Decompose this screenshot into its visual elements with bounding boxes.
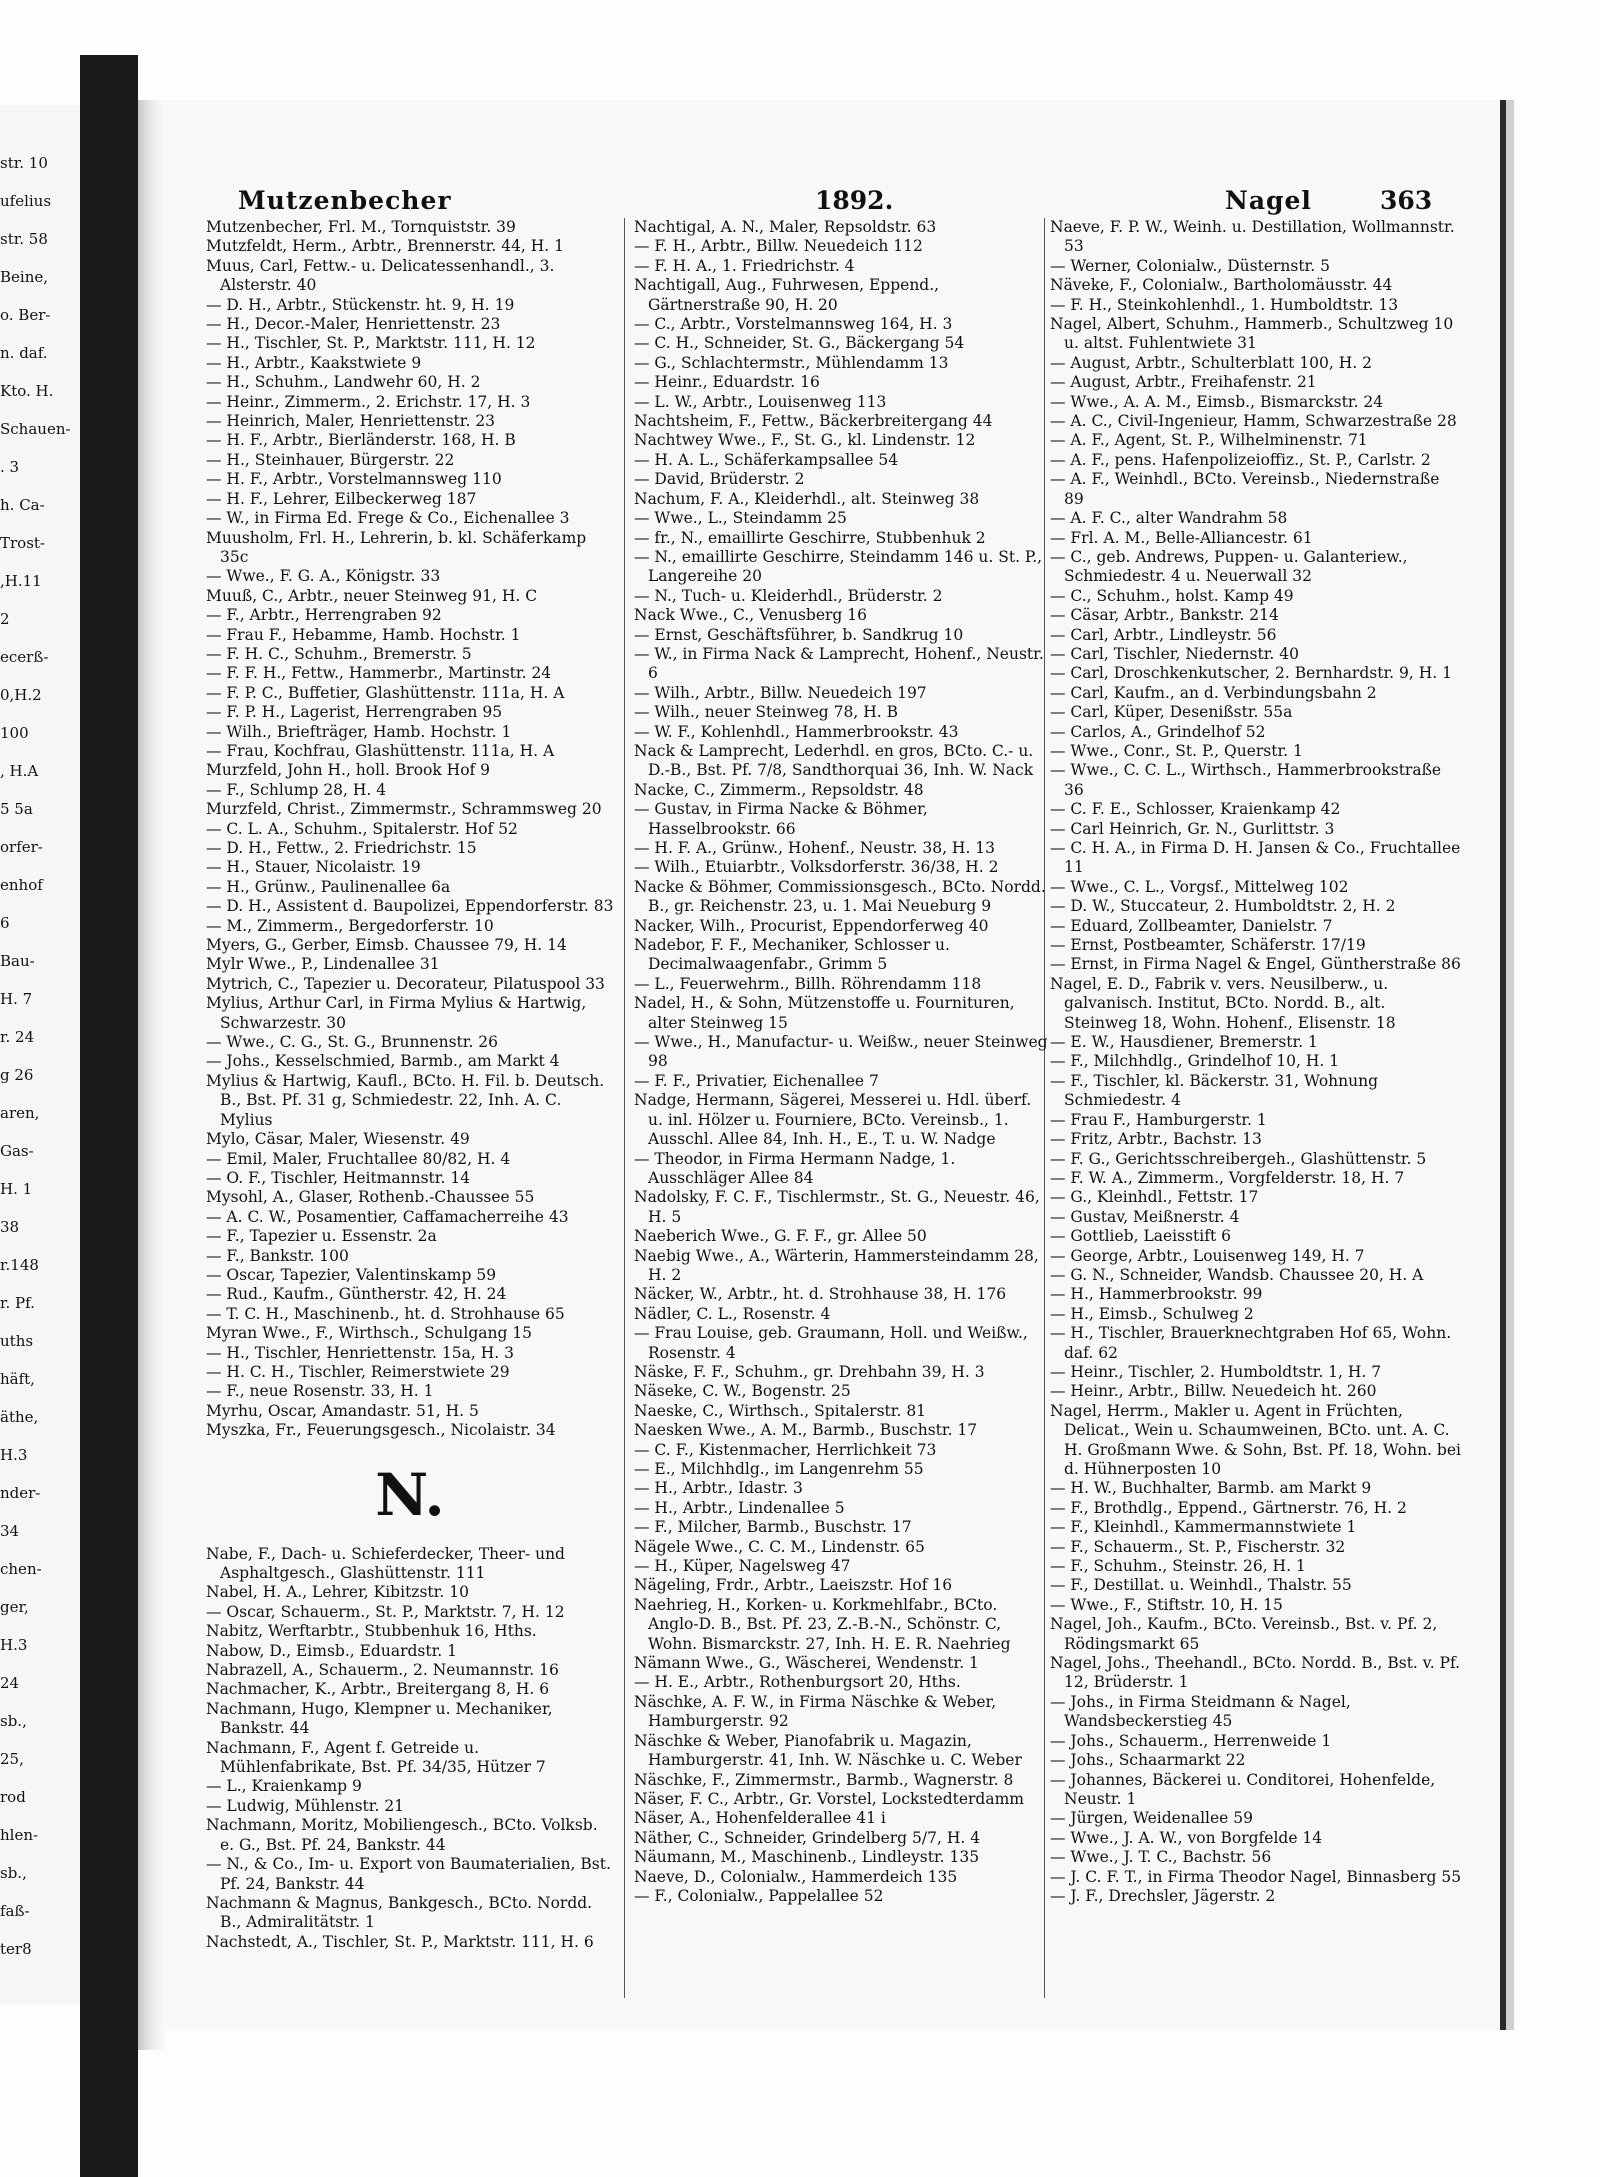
directory-entry: — A. C., Civil-Ingenieur, Hamm, Schwarzestraße 28 [1050, 412, 1457, 431]
directory-entry: Murzfeld, Christ., Zimmermstr., Schrammsweg 20 [206, 800, 602, 819]
directory-entry: Näser, F. C., Arbtr., Gr. Vorstel, Lockstedterdamm [634, 1789, 1024, 1808]
directory-entry: — A. F., Agent, St. P., Wilhelminenstr. 71 [1050, 431, 1368, 450]
directory-entry: — F., Schauerm., St. P., Fischerstr. 32 [1050, 1537, 1346, 1556]
left-page-fragment: ,H.11 [0, 572, 42, 590]
directory-entry: Muus, Carl, Fettw.- u. Delicatessenhandl., 3. Alsterstr. 40 [206, 256, 555, 295]
directory-entry: — E. W., Hausdiener, Bremerstr. 1 [1050, 1033, 1318, 1052]
directory-entry: Myers, G., Gerber, Eimsb. Chaussee 79, H. 14 [206, 936, 567, 955]
running-header [0, 186, 1600, 216]
left-page-fragment: Bau- [0, 952, 35, 970]
directory-entry: Nädler, C. L., Rosenstr. 4 [634, 1304, 831, 1323]
directory-entry: — fr., N., emaillirte Geschirre, Stubbenhuk 2 [634, 528, 986, 547]
directory-entry: — Heinrich, Maler, Henriettenstr. 23 [206, 412, 496, 431]
directory-entry: — T. C. H., Maschinenb., ht. d. Strohhause 65 [206, 1304, 565, 1323]
directory-entry: — H., Stauer, Nicolaistr. 19 [206, 858, 421, 877]
directory-entry: Näser, A., Hohenfelderallee 41 i [634, 1809, 886, 1828]
directory-entry: — David, Brüderstr. 2 [634, 470, 805, 489]
directory-entry: — Johs., Schauerm., Herrenweide 1 [1050, 1731, 1332, 1750]
directory-entry: Mylo, Cäsar, Maler, Wiesenstr. 49 [206, 1130, 470, 1149]
directory-entry: Naebig Wwe., A., Wärterin, Hammersteindamm 28, H. 2 [634, 1246, 1039, 1284]
directory-entry: — N., emaillirte Geschirre, Steindamm 146 u. St. P., Langereihe 20 [634, 547, 1043, 586]
left-page-fragment: häft, [0, 1370, 35, 1388]
directory-entry: — Carl, Kaufm., an d. Verbindungsbahn 2 [1050, 683, 1377, 702]
directory-entry: — Wwe., L., Steindamm 25 [634, 509, 847, 528]
directory-entry: Nachum, F. A., Kleiderhdl., alt. Steinweg 38 [634, 489, 980, 508]
directory-entry: — M., Zimmerm., Bergedorferstr. 10 [206, 916, 494, 935]
directory-entry: Nadebor, F. F., Mechaniker, Schlosser u. Decimalwaagenfabr., Grimm 5 [634, 936, 950, 974]
directory-entry: Nabe, F., Dach- u. Schieferdecker, Theer- und Asphaltgesch., Glashüttenstr. 111 [206, 1544, 565, 1582]
directory-entry: Myszka, Fr., Feuerungsgesch., Nicolaistr. 34 [206, 1421, 556, 1440]
directory-entry: — H., Steinhauer, Bürgerstr. 22 [206, 450, 455, 469]
directory-entry: — F., Schlump 28, H. 4 [206, 780, 387, 799]
directory-entry: — W., in Firma Ed. Frege & Co., Eichenallee 3 [206, 509, 570, 528]
directory-entry: — Cäsar, Arbtr., Bankstr. 214 [1050, 606, 1279, 625]
directory-entry: — H., Tischler, Brauerknechtgraben Hof 65, Wohn. daf. 62 [1050, 1324, 1452, 1362]
directory-entry: — G. N., Schneider, Wandsb. Chaussee 20, H. A [1050, 1265, 1424, 1284]
left-page-fragment: Kto. H. [0, 382, 54, 400]
running-head-left: Mutzenbecher [238, 186, 452, 215]
directory-entry: — Werner, Colonialw., Düsternstr. 5 [1050, 256, 1330, 275]
left-page-fragment: ger, [0, 1598, 29, 1616]
left-page-fragment: sb., [0, 1864, 27, 1882]
directory-entry: Näveke, F., Colonialw., Bartholomäusstr. 44 [1050, 276, 1393, 295]
directory-entry: — Rud., Kaufm., Güntherstr. 42, H. 24 [206, 1285, 507, 1304]
directory-entry: — A. F., pens. Hafenpolizeioffiz., St. P., Carlstr. 2 [1050, 450, 1431, 469]
directory-entry: — George, Arbtr., Louisenweg 149, H. 7 [1050, 1246, 1365, 1265]
directory-entry: — Oscar, Schauerm., St. P., Marktstr. 7, H. 12 [206, 1602, 565, 1621]
directory-entry: Näcker, W., Arbtr., ht. d. Strohhause 38, H. 176 [634, 1285, 1007, 1304]
directory-entry: — F. H. C., Schuhm., Bremerstr. 5 [206, 644, 472, 663]
directory-entry: — H. C. H., Tischler, Reimerstwiete 29 [206, 1362, 510, 1381]
directory-entry: Naehrieg, H., Korken- u. Korkmehlfabr., BCto. Anglo-D. B., Bst. Pf. 23, Z.-B.-N., Schönstr. C, Wohn. Bismarckstr. 27, Inh. H. E. R. Naehrieg [634, 1595, 1011, 1653]
left-page-fragment: sb., [0, 1712, 27, 1730]
directory-entry: — Ernst, Postbeamter, Schäferstr. 17/19 [1050, 936, 1366, 955]
directory-entry: — A. F. C., alter Wandrahm 58 [1050, 509, 1288, 528]
directory-entry: Nachmann, F., Agent f. Getreide u. Mühlenfabrikate, Bst. Pf. 34/35, Hützer 7 [206, 1738, 546, 1777]
directory-entry: Nack Wwe., C., Venusberg 16 [634, 606, 867, 625]
directory-entry: Nagel, Herrm., Makler u. Agent in Früchten, Delicat., Wein u. Schaumweinen, BCto. unt. A. C. H. Großmann Wwe. & Sohn, Bst. Pf. 18, Wohn. bei d. Hühnerposten 10 [1050, 1401, 1461, 1478]
directory-entry: Nägele Wwe., C. C. M., Lindenstr. 65 [634, 1537, 925, 1556]
directory-entry: — F., Arbtr., Herrengraben 92 [206, 606, 442, 625]
directory-entry: — H., Küper, Nagelsweg 47 [634, 1557, 851, 1576]
directory-entry: Nachtigall, Aug., Fuhrwesen, Eppend., Gärtnerstraße 90, H. 20 [634, 276, 940, 314]
directory-entry: Nabitz, Werftarbtr., Stubbenhuk 16, Hths. [206, 1622, 537, 1641]
directory-entry: — H. F., Arbtr., Bierländerstr. 168, H. B [206, 431, 516, 450]
directory-entry: Nabow, D., Eimsb., Eduardstr. 1 [206, 1641, 458, 1660]
directory-entry: — Frau, Kochfrau, Glashüttenstr. 111a, H. A [206, 741, 555, 760]
directory-entry: — Theodor, in Firma Hermann Nadge, 1. Ausschläger Allee 84 [634, 1149, 956, 1187]
directory-entry: — H., Grünw., Paulinenallee 6a [206, 877, 451, 896]
directory-entry: Mutzenbecher, Frl. M., Tornquiststr. 39 [206, 218, 516, 236]
directory-entry: — C. H. A., in Firma D. H. Jansen & Co., Fruchtallee 11 [1050, 839, 1461, 877]
page-gutter [138, 100, 166, 2050]
directory-entry: — H. W., Buchhalter, Barmb. am Markt 9 [1050, 1479, 1372, 1498]
book-binding-shadow [80, 55, 138, 2177]
directory-entry: — Carl, Droschkenkutscher, 2. Bernhardstr. 9, H. 1 [1050, 664, 1452, 683]
directory-entry: Nägeling, Frdr., Arbtr., Laeiszstr. Hof 16 [634, 1576, 953, 1595]
directory-entry: — August, Arbtr., Freihafenstr. 21 [1050, 373, 1317, 392]
left-page-fragment: ter8 [0, 1940, 32, 1958]
left-page-fragment: 5 5a [0, 800, 33, 818]
directory-entry: Mysohl, A., Glaser, Rothenb.-Chaussee 55 [206, 1188, 535, 1207]
directory-entry: — Fritz, Arbtr., Bachstr. 13 [1050, 1130, 1262, 1149]
left-page-fragment: ufelius [0, 192, 52, 210]
directory-entry: — Wilh., Etuiarbtr., Volksdorferstr. 36/38, H. 2 [634, 858, 999, 877]
directory-entry: — G., Kleinhdl., Fettstr. 17 [1050, 1188, 1259, 1207]
directory-entry: — J. C. F. T., in Firma Theodor Nagel, Binnasberg 55 [1050, 1867, 1462, 1886]
left-page-fragment: Gas- [0, 1142, 34, 1160]
directory-entry: — Johannes, Bäckerei u. Conditorei, Hohenfelde, Neustr. 1 [1050, 1770, 1436, 1808]
left-page-fragment: 24 [0, 1674, 20, 1692]
directory-entry: — N., Tuch- u. Kleiderhdl., Brüderstr. 2 [634, 586, 943, 605]
directory-entry: Nachstedt, A., Tischler, St. P., Marktstr. 111, H. 6 [206, 1932, 594, 1951]
directory-entry: Mylr Wwe., P., Lindenallee 31 [206, 955, 440, 974]
directory-entry: — F. P. H., Lagerist, Herrengraben 95 [206, 703, 503, 722]
directory-entry: Nagel, Johs., Theehandl., BCto. Nordd. B., Bst. v. Pf. 12, Brüderstr. 1 [1050, 1654, 1461, 1692]
directory-entry: — W., in Firma Nack & Lamprecht, Hohenf., Neustr. 6 [634, 644, 1044, 683]
directory-entry: — Eduard, Zollbeamter, Danielstr. 7 [1050, 916, 1333, 935]
left-page-fragment: str. 10 [0, 154, 48, 172]
directory-entry: Naeberich Wwe., G. F. F., gr. Allee 50 [634, 1227, 927, 1246]
directory-entry: — A. F., Weinhdl., BCto. Vereinsb., Niedernstraße 89 [1050, 470, 1440, 508]
left-page-fragment: r. 24 [0, 1028, 35, 1046]
directory-entry: — Wwe., J. A. W., von Borgfelde 14 [1050, 1828, 1323, 1847]
directory-entry: — Gustav, Meißnerstr. 4 [1050, 1207, 1240, 1226]
directory-entry: — Wwe., H., Manufactur- u. Weißw., neuer Steinweg 98 [634, 1033, 1048, 1071]
directory-entry: — Wwe., Conr., St. P., Querstr. 1 [1050, 741, 1303, 760]
directory-entry: — Frau F., Hebamme, Hamb. Hochstr. 1 [206, 625, 521, 644]
left-page-fragment: H. 7 [0, 990, 33, 1008]
directory-entry: — F., neue Rosenstr. 33, H. 1 [206, 1382, 434, 1401]
left-page-fragment: faß- [0, 1902, 30, 1920]
left-page-fragment: h. Ca- [0, 496, 45, 514]
directory-entry: — H., Eimsb., Schulweg 2 [1050, 1304, 1254, 1323]
left-page-fragment: o. Ber- [0, 306, 51, 324]
directory-entry: Nagel, Albert, Schuhm., Hammerb., Schultzweg 10 u. altst. Fuhlentwiete 31 [1050, 315, 1454, 353]
directory-entry: Murzfeld, John H., holl. Brook Hof 9 [206, 761, 491, 780]
directory-entry: Naeske, C., Wirthsch., Spitalerstr. 81 [634, 1401, 927, 1420]
directory-entry: Mytrich, C., Tapezier u. Decorateur, Pilatuspool 33 [206, 974, 605, 993]
directory-entry: Nachtwey Wwe., F., St. G., kl. Lindenstr. 12 [634, 431, 976, 450]
directory-entry: — Carlos, A., Grindelhof 52 [1050, 722, 1266, 741]
left-page-fragment: 100 [0, 724, 29, 742]
directory-entry: — Jürgen, Weidenallee 59 [1050, 1809, 1253, 1828]
directory-entry: — C. H., Schneider, St. G., Bäckergang 54 [634, 334, 965, 353]
left-page-fragment: Schauen- [0, 420, 71, 438]
directory-entry: — Ludwig, Mühlenstr. 21 [206, 1796, 405, 1815]
directory-entry: — C., geb. Andrews, Puppen- u. Galanteriew., Schmiedestr. 4 u. Neuerwall 32 [1050, 547, 1408, 586]
directory-entry: Nachmann & Magnus, Bankgesch., BCto. Nordd. B., Admiralitätstr. 1 [206, 1893, 593, 1932]
left-page-fragment: 25, [0, 1750, 24, 1768]
left-page-fragment: enhof [0, 876, 43, 894]
directory-entry: Mylius, Arthur Carl, in Firma Mylius & Hartwig, Schwarzestr. 30 [206, 994, 587, 1032]
directory-entry: — Ernst, Geschäftsführer, b. Sandkrug 10 [634, 625, 964, 644]
running-head-year: 1892. [815, 186, 894, 215]
directory-entry: — F. F., Privatier, Eichenallee 7 [634, 1071, 879, 1090]
directory-entry: — L. W., Arbtr., Louisenweg 113 [634, 392, 887, 411]
directory-entry: — H., Arbtr., Idastr. 3 [634, 1479, 803, 1498]
directory-entry: Muuß, C., Arbtr., neuer Steinweg 91, H. C [206, 586, 538, 605]
directory-entry: — G., Schlachtermstr., Mühlendamm 13 [634, 353, 949, 372]
directory-entry: Näumann, M., Maschinenb., Lindleystr. 135 [634, 1848, 980, 1867]
directory-entry: — Wwe., F. G. A., Königstr. 33 [206, 567, 441, 586]
directory-entry: — D. W., Stuccateur, 2. Humboldtstr. 2, H. 2 [1050, 897, 1396, 916]
directory-entry: — F. H. A., 1. Friedrichstr. 4 [634, 256, 855, 275]
directory-entry: — F., Milchhdlg., Grindelhof 10, H. 1 [1050, 1052, 1340, 1071]
directory-entry: — Wwe., C. C. L., Wirthsch., Hammerbrookstraße 36 [1050, 761, 1442, 799]
directory-entry: — Heinr., Arbtr., Billw. Neuedeich ht. 260 [1050, 1382, 1377, 1401]
directory-entry: — Heinr., Tischler, 2. Humboldtstr. 1, H. 7 [1050, 1362, 1382, 1381]
directory-entry: — Gottlieb, Laeisstift 6 [1050, 1227, 1231, 1246]
directory-entry: Nachmann, Moritz, Mobiliengesch., BCto. Volksb. e. G., Bst. Pf. 24, Bankstr. 44 [206, 1816, 598, 1854]
directory-entry: — Carl, Küper, Desenißstr. 55a [1050, 703, 1293, 722]
directory-entry: Naesken Wwe., A. M., Barmb., Buschstr. 17 [634, 1421, 978, 1440]
directory-entry: — C., Arbtr., Vorstelmannsweg 164, H. 3 [634, 315, 953, 334]
directory-entry: Näske, F. F., Schuhm., gr. Drehbahn 39, H. 3 [634, 1362, 985, 1381]
directory-entry: Mutzfeldt, Herm., Arbtr., Brennerstr. 44, H. 1 [206, 237, 565, 256]
left-page-fragment: aren, [0, 1104, 40, 1122]
left-page-fragment: uths [0, 1332, 34, 1350]
directory-entry: — F. P. C., Buffetier, Glashüttenstr. 111a, H. A [206, 683, 565, 702]
directory-entry: Näschke, F., Zimmermstr., Barmb., Wagnerstr. 8 [634, 1770, 1014, 1789]
directory-entry: — F., Kleinhdl., Kammermannstwiete 1 [1050, 1518, 1357, 1537]
directory-entry: — H. F., Arbtr., Vorstelmannsweg 110 [206, 470, 502, 489]
directory-entry: — A. C. W., Posamentier, Caffamacherreihe 43 [206, 1207, 569, 1226]
left-page-fragment: äthe, [0, 1408, 39, 1426]
left-page-fragment: r.148 [0, 1256, 39, 1274]
directory-entry: — F. G., Gerichtsschreibergeh., Glashüttenstr. 5 [1050, 1149, 1427, 1168]
directory-entry: — F., Tapezier u. Essenstr. 2a [206, 1227, 437, 1246]
directory-entry: — F., Destillat. u. Weinhdl., Thalstr. 55 [1050, 1576, 1352, 1595]
left-page-fragment: hlen- [0, 1826, 39, 1844]
directory-entry: Nagel, E. D., Fabrik v. vers. Neusilberw., u. galvanisch. Institut, BCto. Nordd. B., alt. Steinweg 18, Wohn. Hohenf., Elisenstr. 18 [1050, 974, 1396, 1032]
directory-entry: — F., Brothdlg., Eppend., Gärtnerstr. 76, H. 2 [1050, 1498, 1407, 1517]
column-rule [624, 218, 625, 1998]
directory-entry: — Frau Louise, geb. Graumann, Holl. und Weißw., Rosenstr. 4 [634, 1324, 1028, 1362]
directory-entry: Nabel, H. A., Lehrer, Kibitzstr. 10 [206, 1583, 469, 1602]
directory-entry: — D. H., Fettw., 2. Friedrichstr. 15 [206, 839, 477, 857]
left-page-fragment: 6 [0, 914, 10, 932]
directory-entry: — H., Decor.-Maler, Henriettenstr. 23 [206, 315, 501, 334]
directory-entry: — Carl, Arbtr., Lindleystr. 56 [1050, 625, 1277, 644]
directory-entry: Myrhu, Oscar, Amandastr. 51, H. 5 [206, 1401, 479, 1420]
left-page-fragment: H. 1 [0, 1180, 33, 1198]
directory-entry: — F., Schuhm., Steinstr. 26, H. 1 [1050, 1557, 1306, 1576]
page-number: 363 [1380, 186, 1433, 215]
directory-entry: — Johs., Kesselschmied, Barmb., am Markt 4 [206, 1052, 560, 1071]
left-page-fragment: . 3 [0, 458, 20, 476]
directory-entry: — H., Arbtr., Kaakstwiete 9 [206, 353, 422, 372]
directory-entry: Nämann Wwe., G., Wäscherei, Wendenstr. 1 [634, 1654, 979, 1673]
directory-entry: — Heinr., Eduardstr. 16 [634, 373, 820, 392]
directory-entry: — H. F., Lehrer, Eilbeckerweg 187 [206, 489, 477, 508]
directory-entry: — F., Colonialw., Pappelallee 52 [634, 1886, 884, 1905]
directory-entry: — W. F., Kohlenhdl., Hammerbrookstr. 43 [634, 722, 959, 741]
directory-entry: — D. H., Assistent d. Baupolizei, Eppendorferstr. 83 [206, 897, 614, 916]
directory-entry: — H., Hammerbrookstr. 99 [1050, 1285, 1263, 1304]
section-letter: N. [375, 1460, 445, 1529]
directory-entry: — Wilh., Briefträger, Hamb. Hochstr. 1 [206, 722, 512, 741]
directory-entry: — L., Feuerwehrm., Billh. Röhrendamm 118 [634, 974, 982, 993]
directory-entry: Nagel, Joh., Kaufm., BCto. Vereinsb., Bst. v. Pf. 2, Rödingsmarkt 65 [1050, 1615, 1438, 1653]
left-page-fragment: g 26 [0, 1066, 34, 1084]
directory-entry: — C. L. A., Schuhm., Spitalerstr. Hof 52 [206, 819, 518, 838]
left-page-fragment: Trost- [0, 534, 45, 552]
directory-entry: — L., Kraienkamp 9 [206, 1777, 362, 1796]
directory-entry: Naeve, D., Colonialw., Hammerdeich 135 [634, 1867, 958, 1886]
directory-entry: — H. E., Arbtr., Rothenburgsort 20, Hths. [634, 1673, 961, 1692]
left-page-fragment: , H.A [0, 762, 39, 780]
directory-entry: Nacke, C., Zimmerm., Repsoldstr. 48 [634, 780, 924, 799]
directory-entry: Näther, C., Schneider, Grindelberg 5/7, H. 4 [634, 1828, 981, 1847]
left-page-fragment: H.3 [0, 1446, 28, 1464]
directory-column-3 [1050, 218, 1462, 1906]
directory-entry: Nadolsky, F. C. F., Tischlermstr., St. G., Neuestr. 46, H. 5 [634, 1188, 1040, 1226]
directory-entry: — H., Arbtr., Lindenallee 5 [634, 1498, 845, 1517]
directory-entry: — Wwe., C. L., Vorgsf., Mittelweg 102 [1050, 877, 1349, 896]
running-head-right: Nagel [1225, 186, 1312, 215]
directory-entry: — Heinr., Zimmerm., 2. Erichstr. 17, H. 3 [206, 392, 531, 411]
directory-column-2 [634, 218, 1048, 1906]
left-page-fragment: rod [0, 1788, 26, 1806]
directory-entry: Näseke, C. W., Bogenstr. 25 [634, 1382, 851, 1401]
directory-entry: — E., Milchhdlg., im Langenrehm 55 [634, 1460, 924, 1478]
left-page-fragment: 34 [0, 1522, 20, 1540]
directory-entry: — C. F. E., Schlosser, Kraienkamp 42 [1050, 800, 1341, 819]
directory-entry: — Wwe., C. G., St. G., Brunnenstr. 26 [206, 1033, 499, 1052]
directory-entry: — Oscar, Tapezier, Valentinskamp 59 [206, 1265, 497, 1284]
directory-entry: Näschke, A. F. W., in Firma Näschke & Weber, Hamburgerstr. 92 [634, 1692, 997, 1731]
directory-entry: Nabrazell, A., Schauerm., 2. Neumannstr. 16 [206, 1661, 559, 1680]
left-page-fragment: chen- [0, 1560, 42, 1578]
directory-entry: Nacker, Wilh., Procurist, Eppendorferweg 40 [634, 916, 989, 935]
directory-entry: — Ernst, in Firma Nagel & Engel, Güntherstraße 86 [1050, 955, 1461, 974]
left-page-fragment: orfer- [0, 838, 43, 856]
left-page-fragment: nder- [0, 1484, 41, 1502]
directory-entry: — D. H., Arbtr., Stückenstr. ht. 9, H. 19 [206, 295, 515, 314]
left-page-fragment: n. daf. [0, 344, 48, 362]
directory-entry: — H., Tischler, Henriettenstr. 15a, H. 3 [206, 1343, 514, 1362]
directory-entry: — Johs., in Firma Steidmann & Nagel, Wandsbeckerstieg 45 [1050, 1692, 1351, 1731]
directory-entry: Nachmacher, K., Arbtr., Breitergang 8, H. 6 [206, 1680, 550, 1699]
directory-entry: — August, Arbtr., Schulterblatt 100, H. 2 [1050, 353, 1372, 372]
directory-entry: — Johs., Schaarmarkt 22 [1050, 1751, 1246, 1770]
directory-entry: Nack & Lamprecht, Lederhdl. en gros, BCto. C.- u. D.-B., Bst. Pf. 7/8, Sandthorquai 36, Inh. W. Nack [634, 741, 1034, 780]
directory-entry: Myran Wwe., F., Wirthsch., Schulgang 15 [206, 1324, 533, 1343]
directory-entry: — F. W. A., Zimmerm., Vorgfelderstr. 18, H. 7 [1050, 1168, 1405, 1187]
directory-entry: — Frl. A. M., Belle-Alliancestr. 61 [1050, 528, 1313, 547]
directory-entry: — H., Schuhm., Landwehr 60, H. 2 [206, 373, 481, 392]
left-page-fragment: Beine, [0, 268, 49, 286]
directory-entry: — F. F. H., Fettw., Hammerbr., Martinstr. 24 [206, 664, 552, 683]
left-page-fragment: 38 [0, 1218, 20, 1236]
directory-entry: — F. H., Arbtr., Billw. Neuedeich 112 [634, 237, 923, 256]
directory-entry: Nachmann, Hugo, Klempner u. Mechaniker, Bankstr. 44 [206, 1699, 553, 1738]
directory-entry: — Gustav, in Firma Nacke & Böhmer, Hasselbrookstr. 66 [634, 800, 928, 838]
directory-entry: — C. F., Kistenmacher, Herrlichkeit 73 [634, 1440, 937, 1459]
directory-entry: — J. F., Drechsler, Jägerstr. 2 [1050, 1886, 1276, 1905]
left-page-fragment: ecerß- [0, 648, 49, 666]
directory-column-1 [206, 218, 614, 1952]
directory-entry: — H. F. A., Grünw., Hohenf., Neustr. 38, H. 13 [634, 839, 996, 857]
directory-entry: — Wwe., J. T. C., Bachstr. 56 [1050, 1848, 1272, 1867]
directory-entry: Nadge, Hermann, Sägerei, Messerei u. Hdl. überf. u. inl. Hölzer u. Fourniere, BCto. Vereinsb., 1. Ausschl. Allee 84, Inh. H., E., T. u. W. Nadge [634, 1091, 1032, 1149]
directory-entry: — H. A. L., Schäferkampsallee 54 [634, 450, 899, 469]
directory-entry: Nachtigal, A. N., Maler, Repsoldstr. 63 [634, 218, 937, 236]
left-page-fragment: 2 [0, 610, 10, 628]
directory-entry: — Carl Heinrich, Gr. N., Gurlittstr. 3 [1050, 819, 1335, 838]
directory-entry: — H., Tischler, St. P., Marktstr. 111, H. 12 [206, 334, 536, 353]
directory-entry: — Wwe., F., Stiftstr. 10, H. 15 [1050, 1595, 1283, 1614]
directory-entry: — O. F., Tischler, Heitmannstr. 14 [206, 1168, 471, 1187]
directory-entry: — Wilh., neuer Steinweg 78, H. B [634, 703, 898, 722]
directory-entry: Nachtsheim, F., Fettw., Bäckerbreitergang 44 [634, 412, 993, 431]
directory-entry: Nacke & Böhmer, Commissionsgesch., BCto. Nordd. B., gr. Reichenstr. 23, u. 1. Mai Neueburg 9 [634, 877, 1046, 916]
directory-entry: Näschke & Weber, Pianofabrik u. Magazin, Hamburgerstr. 41, Inh. W. Näschke u. C. Weber [634, 1731, 1022, 1770]
directory-entry: Muusholm, Frl. H., Lehrerin, b. kl. Schäferkamp 35c [206, 528, 587, 566]
left-page-fragment: str. 58 [0, 230, 48, 248]
directory-entry: — F., Bankstr. 100 [206, 1246, 349, 1265]
left-page-fragment: r. Pf. [0, 1294, 35, 1312]
directory-entry: — F., Milcher, Barmb., Buschstr. 17 [634, 1518, 912, 1537]
directory-entry: — Wilh., Arbtr., Billw. Neuedeich 197 [634, 683, 927, 702]
directory-entry: — F. H., Steinkohlenhdl., 1. Humboldtstr. 13 [1050, 295, 1399, 314]
left-page-fragment: H.3 [0, 1636, 28, 1654]
directory-entry: — F., Tischler, kl. Bäckerstr. 31, Wohnung Schmiedestr. 4 [1050, 1071, 1379, 1110]
left-page-fragment: 0,H.2 [0, 686, 42, 704]
directory-entry: Mylius & Hartwig, Kaufl., BCto. H. Fil. b. Deutsch. B., Bst. Pf. 31 g, Schmiedestr. 22, Inh. A. C. Mylius [206, 1071, 605, 1129]
directory-entry: Naeve, F. P. W., Weinh. u. Destillation, Wollmannstr. 53 [1050, 218, 1455, 256]
directory-entry: — Wwe., A. A. M., Eimsb., Bismarckstr. 24 [1050, 392, 1384, 411]
directory-entry: — Carl, Tischler, Niedernstr. 40 [1050, 644, 1299, 663]
directory-entry: — Frau F., Hamburgerstr. 1 [1050, 1110, 1267, 1129]
directory-entry: Nadel, H., & Sohn, Mützenstoffe u. Fournituren, alter Steinweg 15 [634, 994, 1015, 1032]
directory-entry: — C., Schuhm., holst. Kamp 49 [1050, 586, 1294, 605]
directory-entry: — Emil, Maler, Fruchtallee 80/82, H. 4 [206, 1149, 511, 1168]
directory-entry: — N., & Co., Im- u. Export von Baumaterialien, Bst. Pf. 24, Bankstr. 44 [206, 1855, 611, 1893]
